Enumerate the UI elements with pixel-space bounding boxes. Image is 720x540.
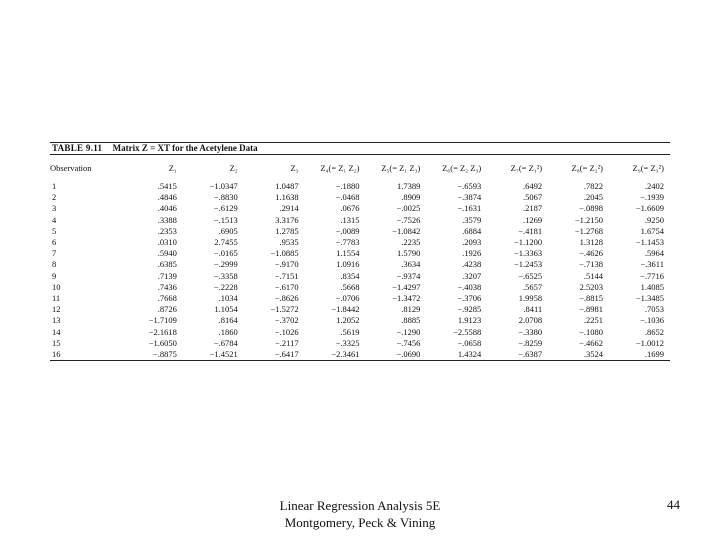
value-cell: −.2228	[213, 281, 238, 292]
value-cell: .2251	[583, 315, 603, 326]
value-cell: .8411	[523, 304, 543, 315]
value-cell: .2045	[583, 192, 603, 203]
observation-cell: 5	[52, 225, 57, 236]
observation-cell: 3	[52, 203, 57, 214]
value-cell: −1.2150	[574, 214, 603, 225]
value-cell: −.8815	[579, 293, 603, 304]
value-cell: −.8830	[213, 192, 238, 203]
value-cell: −.0898	[579, 203, 603, 214]
value-cell: −.4181	[518, 225, 543, 236]
column-header-z3: Z₃	[290, 163, 299, 173]
value-cell: −.4038	[457, 281, 482, 292]
value-cell: .7822	[583, 181, 603, 191]
value-cell: −.7456	[396, 337, 421, 348]
bottom-rule	[50, 360, 670, 361]
value-cell: −1.2453	[513, 259, 543, 270]
value-cell: −.1513	[213, 214, 238, 225]
value-cell: .6492	[523, 181, 543, 191]
value-cell: −2.3461	[331, 349, 360, 360]
value-cell: 3.3176	[275, 214, 299, 225]
value-cell: .3634	[401, 259, 421, 270]
value-cell: .5144	[583, 270, 603, 281]
value-cell: −.3611	[640, 259, 664, 270]
value-cell: −.3702	[274, 315, 299, 326]
data-table	[50, 155, 670, 360]
value-cell: −.4662	[579, 337, 603, 348]
value-cell: .5964	[644, 248, 664, 259]
table-row	[50, 315, 670, 326]
value-cell: 1.9958	[518, 293, 543, 304]
value-cell: 1.0916	[336, 259, 360, 270]
value-cell: .8885	[401, 315, 421, 326]
observation-cell: 9	[52, 270, 57, 281]
value-cell: −2.5588	[453, 326, 482, 337]
table-title: Matrix Z = XT for the Acetylene Data	[112, 143, 258, 153]
table-label: TABLE 9.11	[52, 143, 103, 153]
footer-citation	[0, 497, 720, 531]
value-cell: .8354	[340, 270, 360, 281]
value-cell: −.6525	[518, 270, 543, 281]
column-header-z7: Z₇(= Z₁²)	[510, 163, 543, 173]
value-cell: −1.6050	[148, 337, 177, 348]
table-row	[50, 293, 670, 304]
value-cell: −.7138	[579, 259, 603, 270]
value-cell: .2914	[279, 203, 299, 214]
table-row	[50, 271, 670, 282]
value-cell: −.3706	[457, 293, 482, 304]
value-cell: −.0468	[335, 192, 360, 203]
value-cell: −.9170	[274, 259, 299, 270]
footer-line-1: Linear Regression Analysis 5E	[279, 498, 441, 513]
value-cell: −2.1618	[148, 326, 177, 337]
value-cell: −.6387	[518, 349, 543, 360]
value-cell: −.8626	[274, 293, 299, 304]
value-cell: −.8875	[152, 349, 177, 360]
value-cell: −1.1200	[513, 237, 543, 248]
value-cell: −.0706	[335, 293, 360, 304]
value-cell: 1.3128	[579, 237, 603, 248]
column-header-z2: Z₂	[229, 163, 238, 173]
value-cell: −1.0012	[635, 337, 664, 348]
value-cell: −1.5272	[270, 304, 299, 315]
value-cell: .1034	[218, 293, 238, 304]
value-cell: .6905	[218, 225, 238, 236]
value-cell: −.3325	[335, 337, 360, 348]
table-row	[50, 192, 670, 203]
value-cell: 1.1054	[214, 304, 238, 315]
value-cell: −.8259	[518, 337, 543, 348]
observation-cell: 13	[52, 315, 61, 326]
value-cell: .6884	[462, 225, 482, 236]
value-cell: .3579	[462, 214, 482, 225]
observation-cell: 2	[52, 192, 57, 203]
observation-cell: 1	[52, 181, 57, 191]
value-cell: .4046	[157, 203, 177, 214]
column-header-z1: Z₁	[168, 163, 177, 173]
value-cell: −.1880	[335, 181, 360, 191]
table-row	[50, 327, 670, 338]
value-cell: −1.3472	[392, 293, 421, 304]
value-cell: 1.4324	[457, 349, 482, 360]
value-cell: −.7526	[396, 214, 421, 225]
table-row	[50, 248, 670, 259]
value-cell: .2187	[523, 203, 543, 214]
observation-cell: 12	[52, 304, 61, 315]
value-cell: −.1290	[396, 326, 421, 337]
value-cell: −.1080	[579, 326, 603, 337]
value-cell: 1.7389	[397, 181, 421, 191]
value-cell: −.9374	[396, 270, 421, 281]
value-cell: −.2117	[275, 337, 299, 348]
value-cell: .8909	[401, 192, 421, 203]
column-header-observation: Observation	[50, 163, 92, 173]
table-row	[50, 203, 670, 214]
value-cell: −1.7109	[148, 315, 177, 326]
value-cell: 1.6754	[640, 225, 664, 236]
value-cell: −1.3363	[513, 248, 543, 259]
value-cell: .8726	[157, 304, 177, 315]
value-cell: .7668	[157, 293, 177, 304]
value-cell: .1315	[340, 214, 360, 225]
value-cell: −.9285	[457, 304, 482, 315]
value-cell: −1.2768	[574, 225, 603, 236]
value-cell: 2.7455	[214, 237, 238, 248]
observation-cell: 16	[52, 349, 61, 360]
value-cell: −.7716	[640, 270, 664, 281]
observation-cell: 6	[52, 237, 57, 248]
value-cell: .4846	[157, 192, 177, 203]
value-cell: .2402	[644, 181, 664, 191]
column-header-z5: Z₅(= Z₁ Z₃)	[381, 163, 421, 173]
observation-cell: 8	[52, 259, 57, 270]
table-block	[50, 140, 670, 361]
value-cell: −.7783	[335, 237, 360, 248]
value-cell: .1699	[644, 349, 664, 360]
value-cell: −.6129	[213, 203, 238, 214]
value-cell: −.3358	[213, 270, 238, 281]
value-cell: −.6784	[213, 337, 238, 348]
observation-cell: 10	[52, 281, 61, 292]
table-caption	[52, 143, 670, 154]
value-cell: .0676	[340, 203, 360, 214]
value-cell: 1.2785	[275, 225, 299, 236]
value-cell: −.7151	[274, 270, 299, 281]
value-cell: .3207	[462, 270, 482, 281]
value-cell: −.0089	[335, 225, 360, 236]
value-cell: .3388	[157, 214, 177, 225]
value-cell: 1.2052	[336, 315, 360, 326]
value-cell: 1.5790	[397, 248, 421, 259]
value-cell: −.2999	[213, 259, 238, 270]
table-row	[50, 237, 670, 248]
value-cell: .5619	[340, 326, 360, 337]
value-cell: .6385	[157, 259, 177, 270]
header-row	[50, 155, 670, 181]
value-cell: −.3874	[457, 192, 482, 203]
observation-cell: 7	[52, 248, 57, 259]
value-cell: .7436	[157, 281, 177, 292]
value-cell: 1.1554	[336, 248, 360, 259]
observation-cell: 11	[52, 293, 61, 304]
observation-cell: 15	[52, 337, 61, 348]
value-cell: −1.0842	[392, 225, 421, 236]
value-cell: .5067	[523, 192, 543, 203]
value-cell: −1.3485	[635, 293, 664, 304]
value-cell: −1.6609	[635, 203, 664, 214]
value-cell: −.8981	[579, 304, 603, 315]
value-cell: .1269	[523, 214, 543, 225]
table-row	[50, 349, 670, 360]
value-cell: −.4626	[579, 248, 603, 259]
value-cell: 1.4085	[640, 281, 664, 292]
value-cell: −.1036	[640, 315, 664, 326]
value-cell: .8129	[401, 304, 421, 315]
observation-cell: 14	[52, 326, 61, 337]
value-cell: .8164	[218, 315, 238, 326]
column-header-z8: Z₈(= Z₂²)	[571, 163, 603, 173]
value-cell: −.0165	[213, 248, 238, 259]
value-cell: −.3380	[518, 326, 543, 337]
page-number: 44	[667, 497, 680, 512]
value-cell: −1.1453	[635, 237, 664, 248]
value-cell: −.0025	[396, 203, 421, 214]
value-cell: .2353	[157, 225, 177, 236]
footer-line-2: Montgomery, Peck & Vining	[284, 515, 436, 530]
column-header-z4: Z₄(= Z₁ Z₂)	[320, 163, 360, 173]
value-cell: .2235	[401, 237, 421, 248]
column-header-z9: Z₉(= Z₃²)	[632, 163, 664, 173]
value-cell: −.6417	[274, 349, 299, 360]
table-body	[50, 181, 670, 360]
value-cell: −1.4521	[209, 349, 238, 360]
table-row	[50, 282, 670, 293]
value-cell: .7053	[644, 304, 664, 315]
value-cell: −.6593	[457, 181, 482, 191]
value-cell: 1.1638	[275, 192, 299, 203]
value-cell: .3524	[583, 349, 603, 360]
value-cell: −.1939	[640, 192, 664, 203]
value-cell: .5668	[340, 281, 360, 292]
value-cell: −.1631	[457, 203, 482, 214]
value-cell: .7139	[157, 270, 177, 281]
table-row	[50, 226, 670, 237]
value-cell: .5657	[523, 281, 543, 292]
value-cell: −1.0885	[270, 248, 299, 259]
value-cell: −1.4297	[392, 281, 421, 292]
table-row	[50, 215, 670, 226]
value-cell: −.0658	[457, 337, 482, 348]
value-cell: 2.0708	[518, 315, 543, 326]
table-row	[50, 304, 670, 315]
value-cell: .1926	[462, 248, 482, 259]
value-cell: .5415	[157, 181, 177, 191]
value-cell: .2093	[462, 237, 482, 248]
value-cell: −1.8442	[331, 304, 360, 315]
value-cell: −1.0347	[209, 181, 238, 191]
table-row	[50, 181, 670, 192]
value-cell: −.0690	[396, 349, 421, 360]
value-cell: −.6170	[274, 281, 299, 292]
value-cell: .4238	[462, 259, 482, 270]
table-row	[50, 338, 670, 349]
observation-cell: 4	[52, 214, 57, 225]
value-cell: −.1026	[274, 326, 299, 337]
table-row	[50, 259, 670, 270]
value-cell: .8652	[644, 326, 664, 337]
value-cell: 1.0487	[275, 181, 299, 191]
value-cell: .1860	[218, 326, 238, 337]
value-cell: 2.5203	[579, 281, 603, 292]
value-cell: .9535	[279, 237, 299, 248]
column-header-z6: Z₆(= Z₂ Z₃)	[442, 163, 482, 173]
value-cell: 1.9123	[457, 315, 482, 326]
value-cell: .0310	[157, 237, 177, 248]
value-cell: .5940	[157, 248, 177, 259]
value-cell: .9250	[644, 214, 664, 225]
